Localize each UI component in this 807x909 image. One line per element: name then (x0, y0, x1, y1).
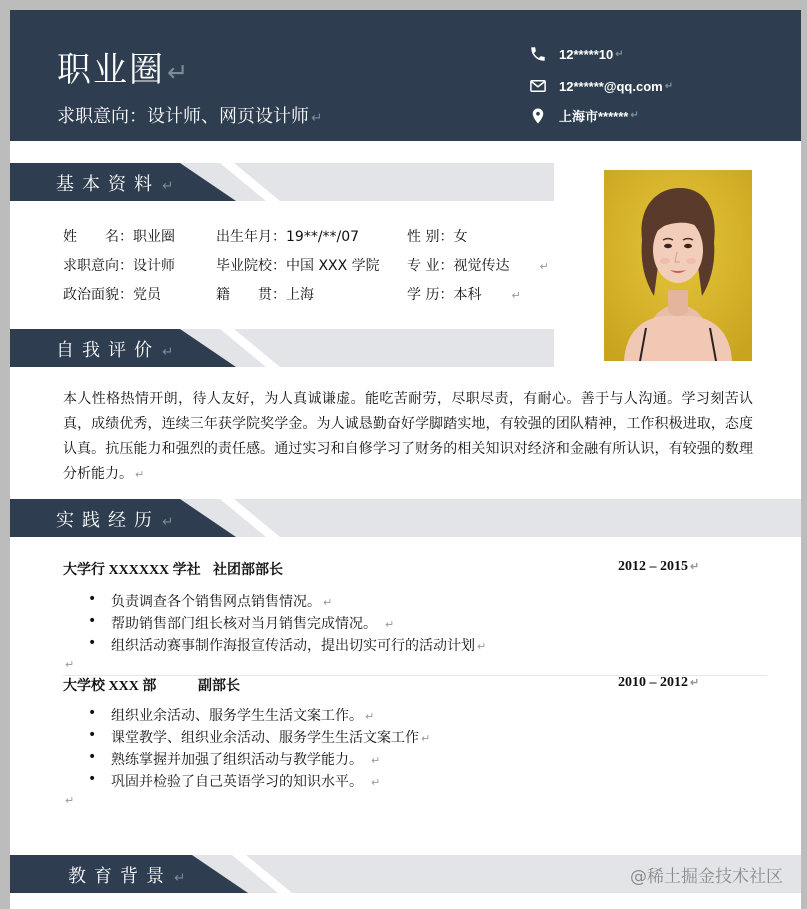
experience-2-period: 2010 – 2012 ↵ (618, 675, 700, 690)
info-major: 专 业：视觉传达 ↵ (407, 258, 549, 274)
list-item: • 组织业余活动、服务学生生活文案工作。 ↵ (88, 705, 374, 725)
watermark: @稀土掘金技术社区 (630, 867, 783, 887)
info-degree: 学 历：本科 ↵ (407, 287, 521, 303)
contact-email: 12******@qq.com ↵ (529, 77, 673, 95)
list-item: • 巩固并检验了自己英语学习的知识水平。 ↵ (88, 771, 380, 791)
section-title: 基本资料 ↵ (56, 174, 182, 195)
list-item: • 熟练掌握并加强了组织活动与教学能力。 ↵ (88, 749, 380, 769)
empty-paragraph: ↵ (65, 794, 75, 807)
self-evaluation-text: 本人性格热情开朗，待人友好，为人真诚谦虚。能吃苦耐劳，尽职尽责，有耐心。善于与人沟通。学习刻苦认真，成绩优秀，连续三年获学院奖学金。为人诚恳勤奋好学脚踏实地，有较强的团队精神，工作积极进取，态度认真。抗压能力和强烈的责任感。通过实习和自修学习了财务的相关知识对经济和金融有所认识，有较强的数理分析能力。 ↵ (63, 391, 753, 482)
list-item: • 帮助销售部门组长核对当月销售完成情况。 ↵ (88, 613, 394, 633)
candidate-name: 职业圈↵ (57, 50, 191, 90)
info-intent: 求职意向：设计师 (63, 258, 175, 274)
info-birth: 出生年月：19**/**/07 (216, 229, 360, 245)
resume-page (10, 10, 801, 909)
experience-2-org: 大学校 XXX 部 (63, 679, 157, 694)
info-native: 籍 贯：上海 (216, 287, 314, 303)
section-self-evaluation (10, 329, 801, 367)
experience-1-period: 2012 – 2015 ↵ (618, 559, 700, 574)
resume-header (10, 10, 801, 141)
list-item: • 组织活动赛事制作海报宣传活动，提出切实可行的活动计划 ↵ (88, 635, 486, 655)
empty-paragraph: ↵ (65, 658, 75, 671)
info-gender: 性 别：女 (407, 229, 468, 245)
list-item: • 负责调查各个销售网点销售情况。 ↵ (88, 591, 332, 611)
section-practice (10, 499, 801, 537)
section-title: 实践经历 ↵ (56, 510, 182, 531)
info-political: 政治面貌：党员 (63, 287, 161, 303)
mail-icon (529, 77, 547, 95)
contact-address: 上海市****** ↵ (529, 106, 639, 125)
info-name: 姓 名：职业圈 (63, 229, 175, 245)
section-title: 教育背景 ↵ (68, 866, 194, 887)
list-item: • 课堂教学、组织业余活动、服务学生生活文案工作 ↵ (88, 727, 430, 747)
experience-1-role: 社团部部长 (213, 563, 283, 578)
phone-icon (529, 45, 547, 63)
experience-1-org: 大学行 XXXXXX 学社 (63, 563, 201, 578)
contact-phone: 12*****10 ↵ (529, 45, 623, 63)
experience-2-role: 副部长 (198, 679, 240, 694)
info-school: 毕业院校：中国 XXX 学院 (216, 258, 380, 274)
location-pin-icon (529, 107, 547, 125)
section-title: 自我评价 ↵ (56, 340, 182, 361)
job-intent: 求职意向：设计师、网页设计师 ↵ (57, 106, 323, 127)
